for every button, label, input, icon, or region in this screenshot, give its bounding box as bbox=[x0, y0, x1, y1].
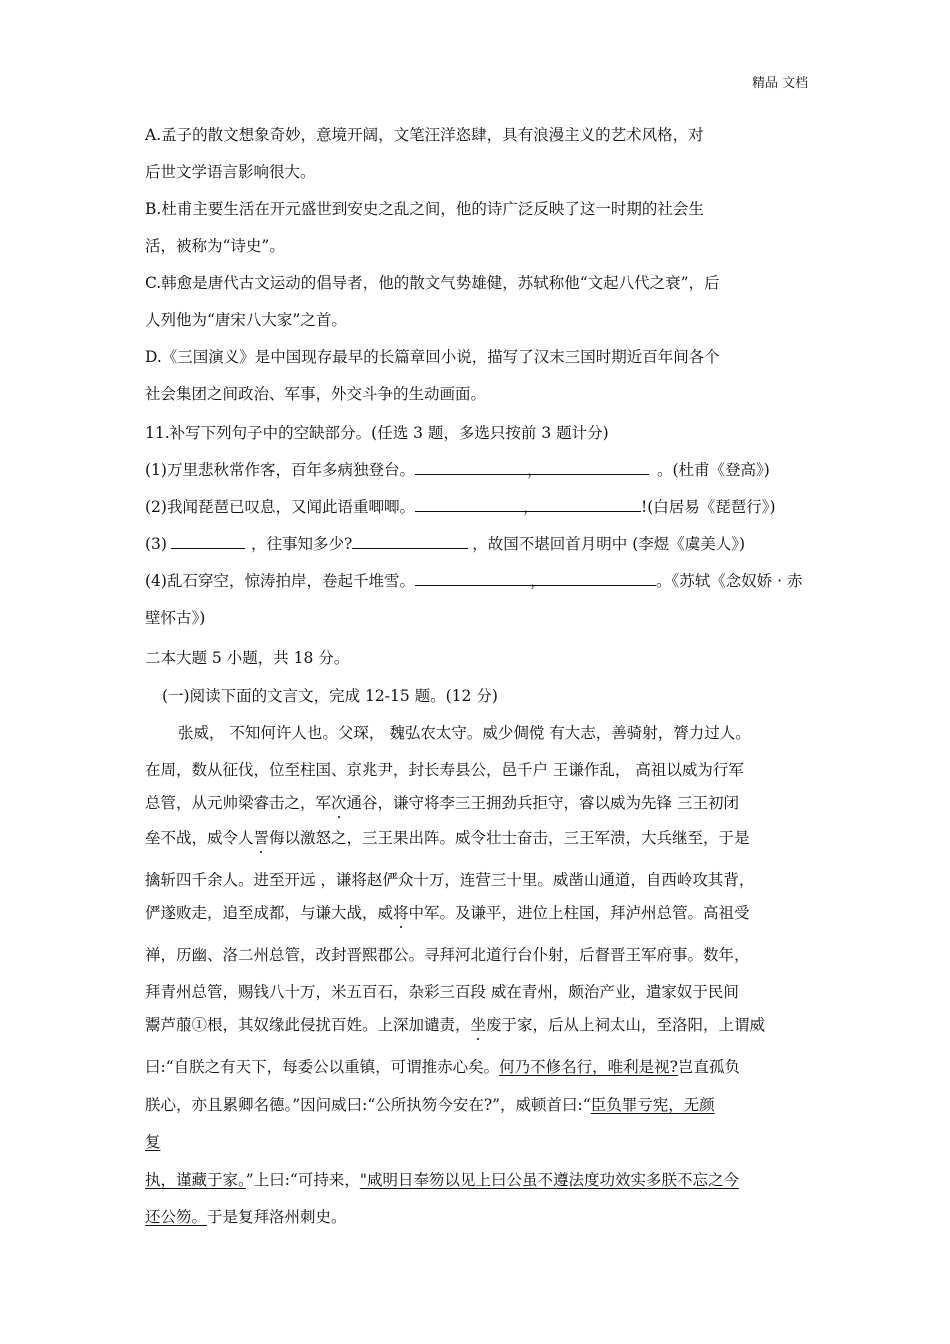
passage-line-12 bbox=[145, 1132, 161, 1152]
q11-s2-comma: ， bbox=[522, 498, 539, 516]
q11-sentence-2 bbox=[145, 497, 776, 517]
passage-line-1: 张威， 不知何许人也。父琛， 魏弘农太守。威少倜傥 有大志，善骑射，膂力过人。 bbox=[178, 724, 751, 742]
section-2-subtitle: (一)阅读下面的文言文，完成 12-15 题。(12 分) bbox=[162, 687, 498, 705]
passage-line-6 bbox=[145, 903, 750, 923]
q11-s2-end: !(白居易《琵琶行》) bbox=[640, 498, 776, 516]
passage-line-11 bbox=[145, 1095, 715, 1115]
q11-s3-end: ，故国不堪回首月明中 (李煜《虞美人》) bbox=[472, 535, 746, 553]
option-a-line-1: A.孟子的散文想象奇妙，意境开阔，文笔汪洋恣肆，具有浪漫主义的艺术风格，对 bbox=[145, 126, 704, 144]
q11-sentence-4-line-2: 壁怀古》) bbox=[145, 609, 206, 627]
passage-l4-a: 垒不战，威令人 bbox=[145, 829, 254, 847]
passage-l10-b: 岂直孤负 bbox=[677, 1058, 740, 1076]
passage-line-7: 禅，历幽、洛二州总管，改封晋熙郡公。寻拜河北道行台仆射，后督晋王军府事。数年， bbox=[145, 946, 750, 964]
emphasis-li: 詈 bbox=[253, 829, 270, 847]
passage-l9-a: 鬻芦菔①根，其奴缘此侵扰百姓。上深加谴责， bbox=[145, 1016, 471, 1034]
q11-s2-blank-2[interactable] bbox=[533, 497, 641, 512]
passage-l10-a: 曰:“自朕之有天下，每委公以重镇，可谓推赤心矣。 bbox=[145, 1058, 500, 1076]
q11-s4-blank-2[interactable] bbox=[540, 571, 656, 586]
passage-line-13 bbox=[145, 1170, 739, 1190]
q11-s1-blank-1[interactable] bbox=[415, 460, 527, 475]
option-c-line-1: C.韩愈是唐代古文运动的倡导者，他的散文气势雄健，苏轼称他“文起八代之衰”，后 bbox=[145, 274, 720, 292]
passage-line-8: 拜青州总管，赐钱八十万，米五百石，杂彩三百段 威在青州，颇治产业，遣家奴于民间 bbox=[145, 983, 739, 1001]
passage-line-14 bbox=[145, 1207, 347, 1227]
passage-l3-b: 通谷，谦守将李三王拥劲兵拒守，睿以威为先锋 三王初闭 bbox=[346, 794, 739, 812]
q11-sentence-4 bbox=[145, 571, 803, 591]
passage-l6-a: 俨遂败走，追至成都，与谦大战，威 bbox=[145, 904, 394, 922]
q11-s2-blank-1[interactable] bbox=[415, 497, 523, 512]
q11-title: 11.补写下列句子中的空缺部分。(任选 3 题，多选只按前 3 题计分) bbox=[145, 424, 609, 442]
q11-s1-blank-2[interactable] bbox=[537, 460, 649, 475]
passage-l11-a: 朕心，亦且累卿名德。”因问威曰:“公所执笏今安在?”，威顿首曰:“ bbox=[145, 1096, 591, 1114]
passage-l13-a: ”上曰:“可持来， bbox=[245, 1171, 360, 1189]
underlined-sentence-2-part-3: 执，谨藏于家。 bbox=[145, 1171, 246, 1189]
emphasis-ci: 次 bbox=[331, 794, 347, 812]
underlined-sentence-3-part-2: 还公笏。 bbox=[145, 1208, 208, 1226]
passage-line-9 bbox=[145, 1015, 765, 1035]
option-d-line-2: 社会集团之间政治、军事，外交斗争的生动画面。 bbox=[145, 385, 487, 403]
q11-sentence-3 bbox=[145, 534, 745, 554]
option-b-line-2: 活，被称为“诗史”。 bbox=[145, 237, 285, 255]
section-2-title: 二本大题 5 小题，共 18 分。 bbox=[145, 649, 350, 667]
q11-s3-start: (3) bbox=[145, 535, 167, 553]
q11-s3-blank-1[interactable] bbox=[171, 534, 245, 549]
underlined-sentence-1: 何乃不修名行，唯利是视? bbox=[499, 1058, 678, 1076]
q11-s1-end: 。(杜甫《登高》) bbox=[656, 461, 770, 479]
q11-s3-blank-2[interactable] bbox=[352, 534, 468, 549]
passage-line-4 bbox=[145, 828, 750, 848]
page-header: 精品 文档 bbox=[752, 76, 809, 91]
emphasis-zuo: 坐 bbox=[470, 1016, 487, 1034]
underlined-sentence-2-part-2: 复 bbox=[145, 1133, 161, 1151]
passage-l4-b: 侮以激怒之，三王果出阵。威令壮士奋击，三王军溃，大兵继至，于是 bbox=[269, 829, 750, 847]
option-c-line-2: 人列他为“唐宋八大家”之首。 bbox=[145, 311, 347, 329]
underlined-sentence-2-part-1: 臣负罪亏宪，无颜 bbox=[590, 1096, 715, 1114]
passage-l6-b: 中军。及谦平，进位上柱国，拜泸州总管。高祖受 bbox=[408, 904, 750, 922]
option-d-line-1: D.《三国演义》是中国现存最早的长篇章回小说，描写了汉末三国时期近百年间各个 bbox=[145, 348, 720, 366]
q11-s4-text: (4)乱石穿空，惊涛拍岸，卷起千堆雪。 bbox=[145, 572, 415, 590]
q11-s1-text: (1)万里悲秋常作客，百年多病独登台。 bbox=[145, 461, 415, 479]
passage-line-3 bbox=[145, 793, 739, 813]
q11-s1-comma: ， bbox=[526, 461, 543, 479]
option-b-line-1: B.杜甫主要生活在开元盛世到安史之乱之间，他的诗广泛反映了这一时期的社会生 bbox=[145, 200, 704, 218]
q11-s4-comma: ， bbox=[529, 572, 546, 590]
option-a-line-2: 后世文学语言影响很大。 bbox=[145, 163, 316, 181]
q11-sentence-1 bbox=[145, 460, 770, 480]
passage-l14-a: 于是复拜洛州刺史。 bbox=[207, 1208, 347, 1226]
passage-l3-a: 总管，从元帅梁睿击之，军 bbox=[145, 794, 332, 812]
passage-line-2: 在周，数从征伐，位至柱国、京兆尹，封长寿县公，邑千户 王谦作乱， 高祖以威为行军 bbox=[145, 761, 744, 779]
passage-line-5: 擒斩四千余人。进至开远 ，谦将赵俨众十万，连营三十里。威凿山通道，自西岭攻其背， bbox=[145, 871, 755, 889]
q11-s2-text: (2)我闻琵琶已叹息，又闻此语重唧唧。 bbox=[145, 498, 415, 516]
emphasis-jiang: 将 bbox=[393, 904, 409, 922]
underlined-sentence-3-part-1: "咸明日奉笏以见上曰公虽不遵法度功效实多朕不忘之今 bbox=[359, 1171, 739, 1189]
q11-s3-mid: ，往事知多少? bbox=[250, 535, 353, 553]
passage-line-10 bbox=[145, 1057, 740, 1077]
q11-s4-blank-1[interactable] bbox=[415, 571, 530, 586]
q11-s4-end: 。《苏轼《念奴娇 · 赤 bbox=[655, 572, 803, 590]
passage-l9-b: 废于家，后从上祠太山，至洛阳，上谓威 bbox=[486, 1016, 766, 1034]
